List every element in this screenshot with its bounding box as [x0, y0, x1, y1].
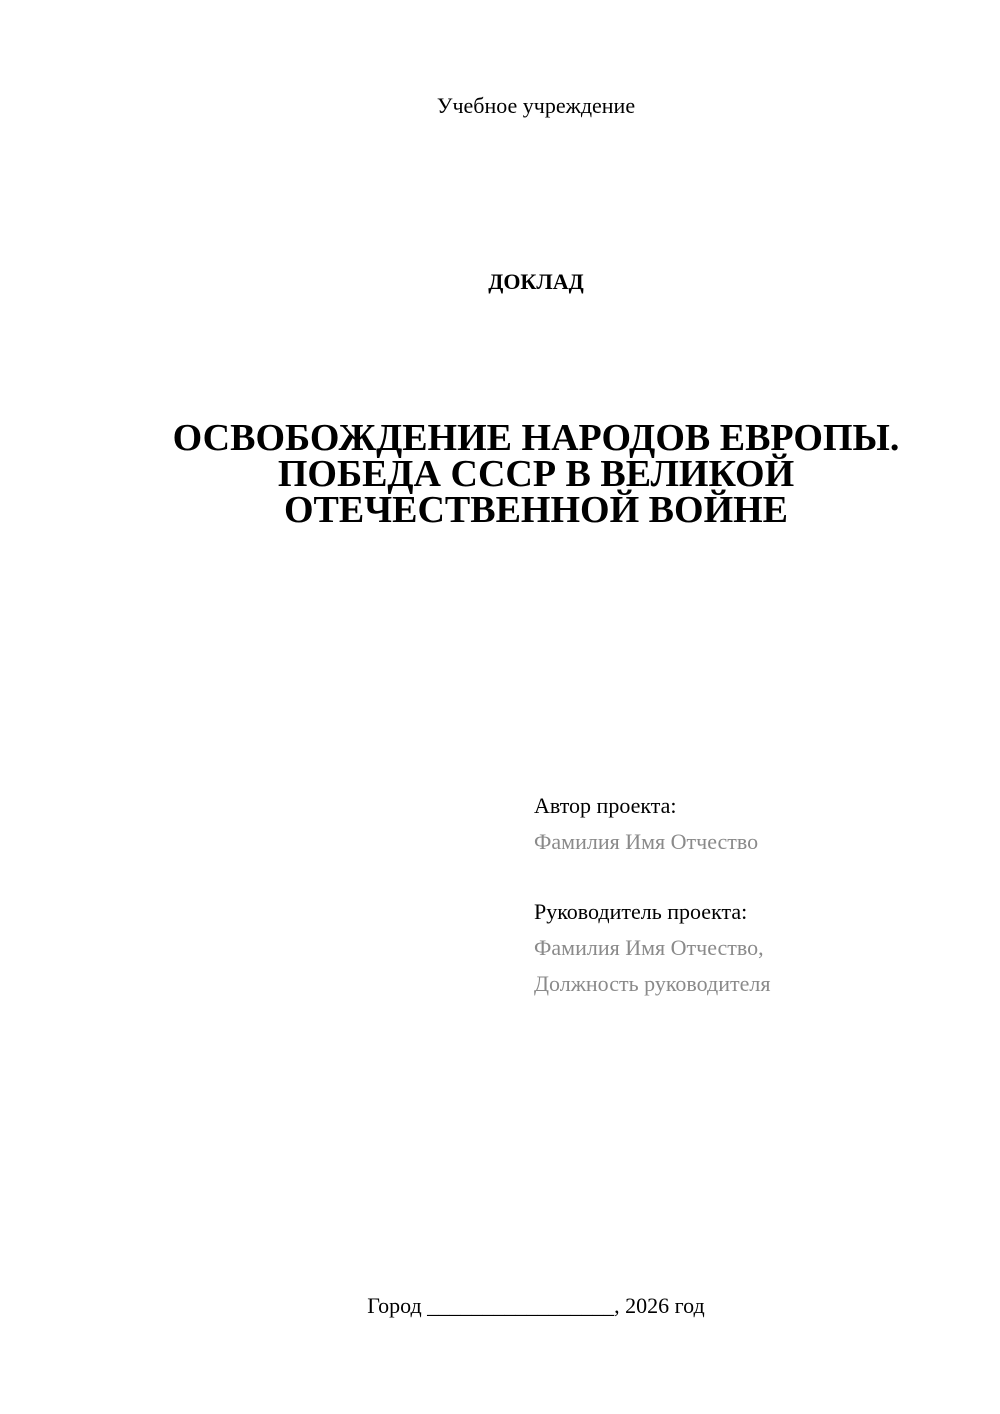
title-line-1: ОСВОБОЖДЕНИЕ НАРОДОВ ЕВРОПЫ. [172, 417, 900, 459]
supervisor-label: Руководитель проекта: [534, 899, 748, 924]
credits-block [534, 788, 974, 1002]
document-title [130, 417, 942, 531]
credits-spacer [534, 860, 974, 894]
author-name: Фамилия Имя Отчество [534, 829, 759, 854]
supervisor-position: Должность руководителя [534, 971, 771, 996]
document-type: ДОКЛАД [488, 269, 584, 294]
title-line-3: ОТЕЧЕСТВЕННОЙ ВОЙНЕ [283, 489, 789, 531]
institution-name: Учебное учреждение [436, 93, 636, 118]
city-year-line: Город _________________, 2026 год [367, 1293, 705, 1318]
title-line-2: ПОБЕДА СССР В ВЕЛИКОЙ [277, 453, 795, 495]
supervisor-name: Фамилия Имя Отчество, [534, 935, 764, 960]
author-label: Автор проекта: [534, 793, 677, 818]
